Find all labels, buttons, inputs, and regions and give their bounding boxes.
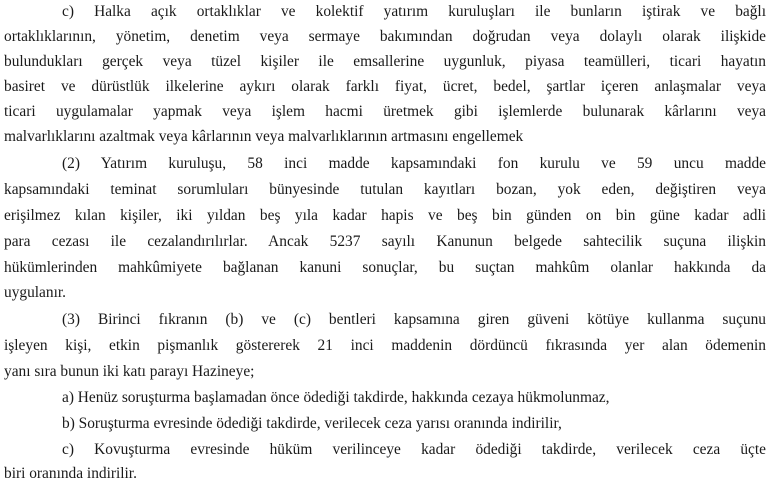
paragraph-c-line-6: malvarlıklarını azaltmak veya kârlarının veya malvarlıklarının artmasını engellemek	[4, 128, 524, 145]
paragraph-c-line-2: ortaklıklarının, yönetim, denetim veya sermaye bakımından doğrudan veya dolaylı olarak ilişkide	[4, 28, 766, 45]
item-a-line: a) Henüz soruşturma başlamadan önce ödediği takdirde, hakkında cezaya hükmolunmaz,	[62, 389, 610, 406]
paragraph-2-line-6: uygulanır.	[4, 284, 66, 301]
paragraph-2-line-4: para cezası ile cezalandırılırlar. Ancak 5237 sayılı Kanunun belgede sahtecilik suçuna ilişkin	[4, 233, 766, 250]
paragraph-3-line-2: işleyen kişi, etkin pişmanlık göstererek 21 inci maddenin dördüncü fıkrasında yer alan ödemenin	[4, 337, 766, 354]
item-b-line: b) Soruşturma evresinde ödediği takdirde, verilecek ceza yarısı oranında indirilir,	[62, 415, 562, 432]
paragraph-3-line-1: (3) Birinci fıkranın (b) ve (c) bentleri kapsamına giren güveni kötüye kullanma suçunu	[62, 311, 766, 328]
paragraph-2-line-1: (2) Yatırım kuruluşu, 58 inci madde kapsamındaki fon kurulu ve 59 uncu madde	[62, 155, 766, 172]
item-c-line-2: biri oranında indirilir.	[4, 465, 137, 482]
paragraph-2-line-2: kapsamındaki teminat sorumluları bünyesinde tutulan kayıtları bozan, yok eden, değiştiren veya	[4, 181, 766, 198]
paragraph-2-line-5: hükümlerinden mahkûmiyete bağlanan kanuni sonuçlar, bu suçtan mahkûm olanlar hakkında da	[4, 259, 766, 276]
item-c-line-1: c) Kovuşturma evresinde hüküm verilinceye kadar ödediği takdirde, verilecek ceza üçte	[62, 441, 766, 458]
paragraph-3-line-3: yanı sıra bunun iki katı parayı Hazineye;	[4, 363, 255, 380]
paragraph-2-line-3: erişilmez kılan kişiler, iki yıldan beş yıla kadar hapis ve beş bin günden on bin güne kadar adli	[4, 207, 766, 224]
paragraph-c-line-1: c) Halka açık ortaklıklar ve kolektif yatırım kuruluşları ile bunların iştirak ve bağlı	[62, 3, 766, 20]
paragraph-c-line-3: bulundukları gerçek veya tüzel kişiler ile emsallerine uygunluk, piyasa teamülleri, ticari hayatın	[4, 53, 766, 70]
paragraph-c-line-4: basiret ve dürüstlük ilkelerine aykırı olarak farklı fiyat, ücret, bedel, şartlar içeren anlaşmalar veya	[4, 78, 766, 95]
paragraph-c-line-5: ticari uygulamalar yapmak veya işlem hacmi üretmek gibi işlemlerde bulunarak kârlarını veya	[4, 103, 766, 120]
